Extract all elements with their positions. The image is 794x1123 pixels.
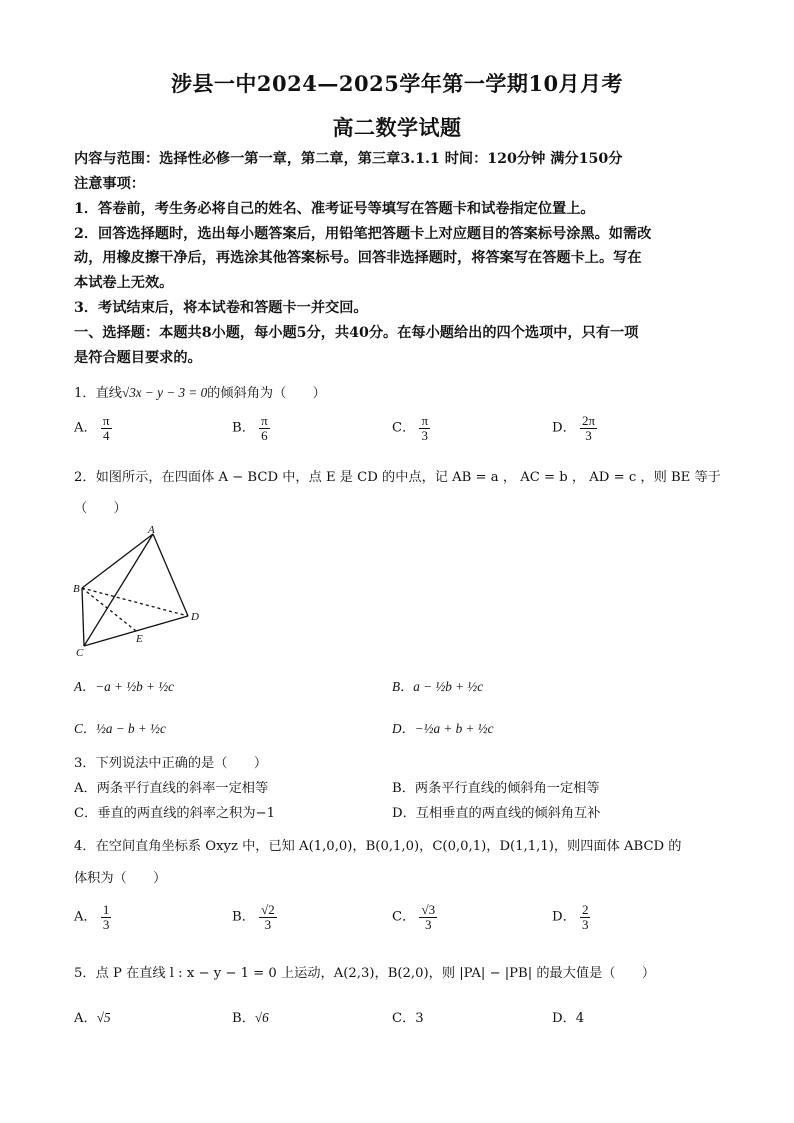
notice-3: 3．考试结束后，将本试卷和答题卡一并交回。 bbox=[74, 300, 368, 316]
q1-option-c bbox=[392, 414, 430, 442]
q5-option-d bbox=[552, 1007, 584, 1026]
label-d: D bbox=[191, 611, 199, 623]
notice-2c: 本试卷上无效。 bbox=[74, 275, 174, 291]
option-label: D． bbox=[552, 420, 576, 436]
fraction: $\frac{2}{3}$ bbox=[581, 902, 589, 932]
option-label: B． bbox=[232, 1011, 255, 1026]
q1-option-d bbox=[552, 414, 597, 442]
edge-bc bbox=[82, 588, 84, 646]
edge-ad bbox=[153, 534, 188, 616]
option-label: A． bbox=[74, 1011, 97, 1026]
section-1-line-b: 是符合题目要求的。 bbox=[74, 350, 202, 366]
q2-stem-line1: 2．如图所示，在四面体 A − BCD 中，点 E 是 CD 的中点，记 AB = a ， AC = b ， AD = c ，则 BE 等于 bbox=[74, 470, 721, 485]
q2-option-d: D．−½a + b + ½c bbox=[392, 721, 494, 736]
fraction: $\frac{2\pi}{3}$ bbox=[581, 413, 596, 443]
option-value: 3 bbox=[415, 1011, 424, 1026]
q1-equation: √3x − y − 3 = 0 bbox=[121, 385, 208, 400]
option-label: D． bbox=[552, 1011, 576, 1026]
exam-subtitle: 高二数学试题 bbox=[332, 115, 462, 140]
option-value: 4 bbox=[575, 1011, 585, 1026]
q4-option-d bbox=[552, 903, 590, 931]
q5-option-b bbox=[232, 1007, 269, 1026]
q3-option-b: B．两条平行直线的倾斜角一定相等 bbox=[392, 781, 600, 796]
q2-option-a: A．−a + ½b + ½c bbox=[74, 679, 174, 694]
option-value: √5 bbox=[96, 1010, 111, 1025]
q1-stem bbox=[74, 382, 326, 401]
option-label: C． bbox=[392, 909, 416, 925]
q4-option-c bbox=[392, 903, 437, 931]
q3-option-c: C．垂直的两直线的斜率之积为−1 bbox=[74, 806, 275, 821]
notice-2a: 2．回答选择题时，选出每小题答案后，用铅笔把答题卡上对应题目的答案标号涂黑。如需改 bbox=[74, 226, 652, 242]
exam-title: 涉县一中2024—2025学年第一学期10月月考 bbox=[170, 71, 624, 96]
notice-1: 1．答卷前，考生务必将自己的姓名、准考证号等填写在答题卡和试卷指定位置上。 bbox=[74, 201, 595, 217]
fraction: $\frac{1}{3}$ bbox=[102, 902, 110, 932]
notice-title: 注意事项： bbox=[74, 176, 145, 192]
q3-option-a: A．两条平行直线的斜率一定相等 bbox=[74, 781, 269, 796]
q1-stem-pre: 1．直线 bbox=[74, 386, 122, 401]
q5-option-a bbox=[74, 1007, 111, 1026]
q5-option-c bbox=[392, 1007, 424, 1026]
q4-stem-line2: 体积为（ ） bbox=[74, 871, 167, 886]
option-label: B． bbox=[232, 420, 255, 436]
q4-option-a bbox=[74, 903, 111, 931]
option-value: √6 bbox=[254, 1010, 269, 1025]
option-label: A． bbox=[74, 909, 97, 925]
q1-stem-post: 的倾斜角为（ ） bbox=[207, 386, 326, 401]
edge-bd bbox=[82, 588, 188, 616]
scope-line: 内容与范围：选择性必修一第一章，第二章，第三章3.1.1 时间：120分钟 满分150分 bbox=[74, 151, 623, 167]
q3-stem: 3．下列说法中正确的是（ ） bbox=[74, 756, 268, 771]
tetrahedron-figure bbox=[70, 522, 210, 658]
label-e: E bbox=[136, 633, 143, 645]
fraction: $\frac{√2}{3}$ bbox=[261, 902, 275, 932]
option-label: B． bbox=[232, 909, 255, 925]
q1-option-b bbox=[232, 414, 270, 442]
notice-2b: 动，用橡皮擦干净后，再选涂其他答案标号。回答非选择题时，将答案写在答题卡上。写在 bbox=[74, 250, 642, 266]
segment-be bbox=[82, 588, 136, 631]
q2-option-c: C．½a − b + ½c bbox=[74, 721, 166, 736]
label-c: C bbox=[76, 647, 84, 658]
q5-stem: 5．点 P 在直线 l : x − y − 1 = 0 上运动，A(2,3)，B(2,0)，则 |PA| − |PB| 的最大值是（ ） bbox=[74, 966, 656, 981]
q4-stem-line1: 4．在空间直角坐标系 Oxyz 中，已知 A(1,0,0)，B(0,1,0)，C(0,0,1)，D(1,1,1)，则四面体 ABCD 的 bbox=[74, 839, 682, 854]
option-label: D． bbox=[552, 909, 576, 925]
option-label: C． bbox=[392, 1011, 416, 1026]
q2-option-b: B．a − ½b + ½c bbox=[392, 679, 484, 694]
q1-option-a bbox=[74, 414, 112, 442]
option-label: A． bbox=[74, 420, 97, 436]
fraction: $\frac{\pi}{4}$ bbox=[102, 413, 110, 443]
q4-option-b bbox=[232, 903, 277, 931]
option-label: C． bbox=[392, 420, 416, 436]
fraction: $\frac{√3}{3}$ bbox=[421, 902, 436, 932]
q2-stem-line2: （ ） bbox=[74, 501, 127, 516]
edge-ab bbox=[82, 534, 153, 588]
label-a: A bbox=[148, 524, 155, 536]
label-b: B bbox=[73, 583, 80, 595]
fraction: $\frac{\pi}{6}$ bbox=[261, 413, 268, 443]
q3-option-d: D．互相垂直的两直线的倾斜角互补 bbox=[392, 806, 601, 821]
section-1-line-a: 一、选择题：本题共8小题，每小题5分，共40分。在每小题给出的四个选项中，只有一项 bbox=[74, 325, 639, 341]
fraction: $\frac{\pi}{3}$ bbox=[421, 413, 429, 443]
